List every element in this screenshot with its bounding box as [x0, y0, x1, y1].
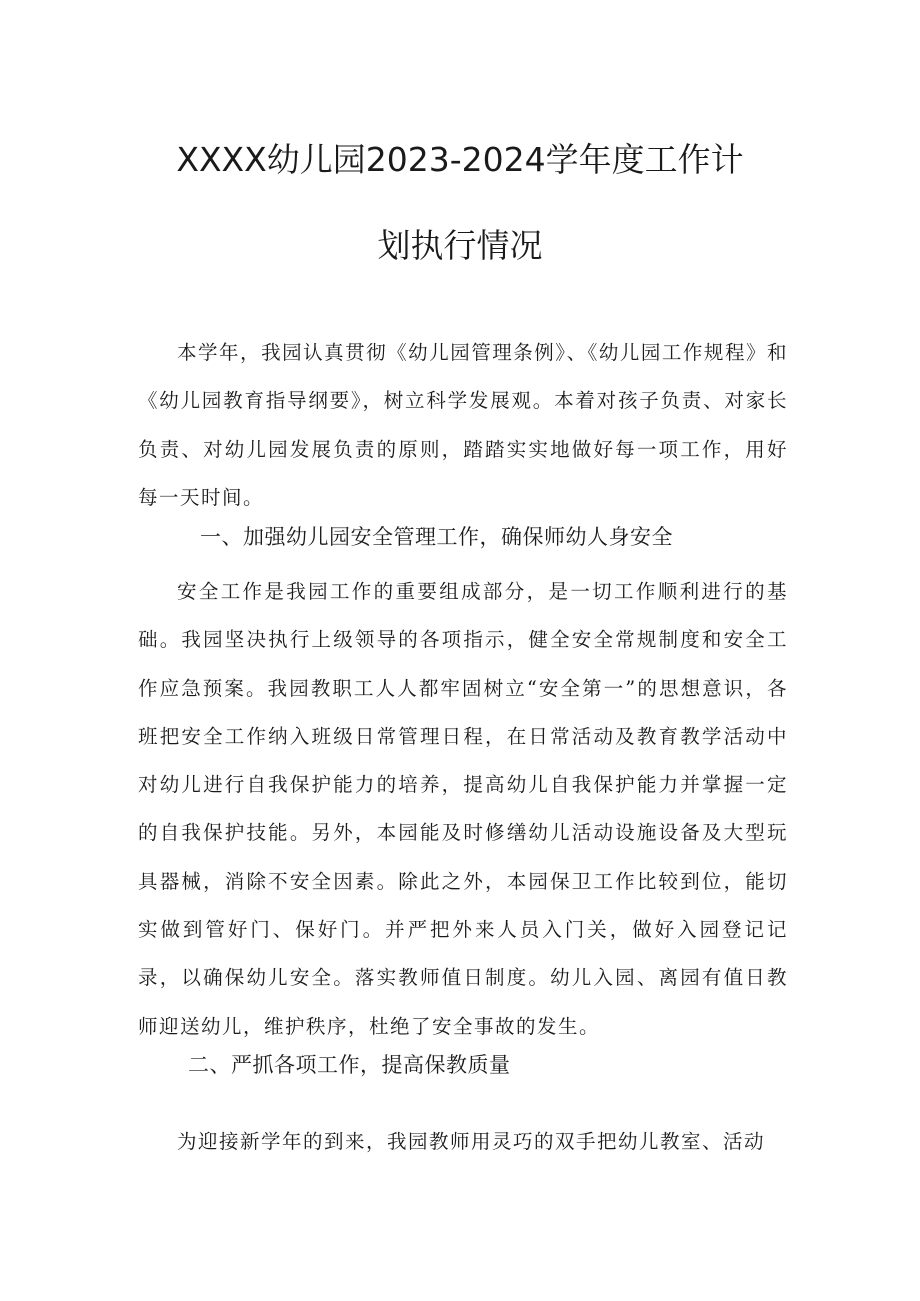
section-1-paragraph: 安全工作是我园工作的重要组成部分，是一切工作顺利进行的基础。我园坚决执行上级领导的各项指示，健全安全常规制度和安全工作应急预案。我园教职工人人都牢固树立“安全第一”的思想意识，各班把安全工作纳入班级日常管理日程，在日常活动及教育教学活动中对幼儿进行自我保护能力的培养，提高幼儿自我保护能力并掌握一定的自我保护技能。另外，本园能及时修缮幼儿活动设施设备及大型玩具器械，消除不安全因素。除此之外，本园保卫工作比较到位，能切实做到管好门、保好门。并严把外来人员入门关，做好入园登记记录，以确保幼儿安全。落实教师值日制度。幼儿入园、离园有值日教师迎送幼儿，维护秩序，杜绝了安全事故的发生。: [138, 580, 788, 1038]
section-2-paragraph: 为迎接新学年的到来，我园教师用灵巧的双手把幼儿教室、活动: [177, 1130, 766, 1153]
intro-paragraph: 本学年，我园认真贯彻《幼儿园管理条例》、《幼儿园工作规程》和《幼儿园教育指导纲要》，树立科学发展观。本着对孩子负责、对家长负责、对幼儿园发展负责的原则，踏踏实实地做好每一项工作，用好每一天时间。: [138, 341, 788, 509]
document-title-line-2: 划执行情况: [377, 226, 543, 265]
document-title-line-1: XXXX幼儿园2023-2024学年度工作计: [176, 140, 744, 179]
section-2-heading: 二、严抓各项工作，提高保教质量: [188, 1053, 511, 1077]
section-1-heading: 一、加强幼儿园安全管理工作，确保师幼人身安全: [200, 525, 673, 549]
